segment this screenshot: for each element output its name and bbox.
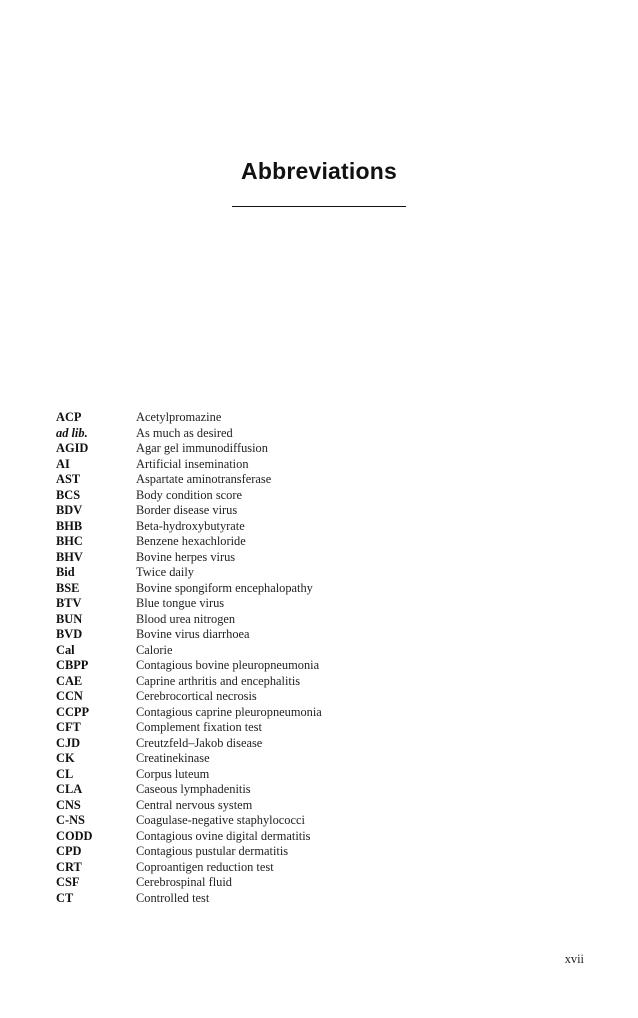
abbreviation-term: BVD	[56, 627, 83, 641]
page-number: xvii	[564, 952, 584, 966]
abbreviation-definition: Coproantigen reduction test	[136, 859, 274, 874]
abbreviation-row	[56, 441, 476, 457]
abbreviation-definition: Bovine herpes virus	[136, 549, 236, 564]
abbreviation-row	[56, 844, 476, 860]
abbreviation-row	[56, 674, 476, 690]
abbreviation-definition: Creutzfeld–Jakob disease	[136, 735, 263, 750]
abbreviation-term: CCN	[56, 689, 83, 703]
abbreviation-row	[56, 612, 476, 628]
abbreviation-term: CT	[56, 890, 74, 905]
abbreviation-definition: Beta-hydroxybutyrate	[136, 518, 245, 533]
abbreviation-definition: Complement fixation test	[136, 720, 262, 734]
abbreviation-term: AGID	[56, 441, 89, 455]
abbreviation-definition: Calorie	[136, 642, 173, 657]
abbreviation-row	[56, 472, 476, 488]
abbreviation-row	[56, 658, 476, 674]
abbreviation-row	[56, 751, 476, 767]
abbreviation-definition: Caprine arthritis and encephalitis	[136, 673, 301, 688]
abbreviation-term: CNS	[56, 797, 81, 812]
abbreviation-definition: Artificial insemination	[136, 456, 249, 471]
abbreviation-row	[56, 550, 476, 566]
abbreviation-definition: Cerebrospinal fluid	[136, 875, 233, 889]
abbreviation-term: CFT	[56, 720, 81, 734]
abbreviation-definition: Border disease virus	[136, 503, 238, 517]
abbreviation-term: CCPP	[56, 704, 90, 719]
abbreviation-row	[56, 488, 476, 504]
abbreviation-term: CPD	[56, 844, 82, 858]
abbreviation-row	[56, 596, 476, 612]
abbreviation-term: CODD	[56, 828, 93, 843]
abbreviation-row	[56, 705, 476, 721]
abbreviation-definition: Agar gel immunodiffusion	[136, 441, 268, 455]
abbreviation-row	[56, 627, 476, 643]
abbreviation-definition: Benzene hexachloride	[136, 534, 246, 548]
abbreviation-row	[56, 860, 476, 876]
abbreviation-definition: Contagious bovine pleuropneumonia	[136, 658, 320, 672]
abbreviation-row	[56, 891, 476, 907]
abbreviation-definition: Bovine virus diarrhoea	[136, 627, 250, 641]
abbreviation-definition: Acetylpromazine	[136, 410, 222, 424]
abbreviation-definition: Bovine spongiform encephalopathy	[136, 580, 313, 595]
title-underline	[232, 206, 406, 207]
abbreviation-definition: Contagious pustular dermatitis	[136, 844, 289, 858]
abbreviation-definition: Twice daily	[136, 565, 194, 579]
abbreviation-term: BTV	[56, 596, 82, 610]
abbreviation-term: CSF	[56, 875, 80, 889]
abbreviation-row	[56, 736, 476, 752]
abbreviation-term: AST	[56, 472, 81, 486]
abbreviation-term: Cal	[56, 642, 75, 657]
abbreviation-term: BDV	[56, 503, 83, 517]
abbreviation-row	[56, 410, 476, 426]
abbreviation-row	[56, 581, 476, 597]
abbreviation-term: C-NS	[56, 813, 85, 827]
abbreviation-term: CBPP	[56, 658, 89, 672]
abbreviation-definition: Caseous lymphadenitis	[136, 782, 251, 796]
abbreviation-definition: Central nervous system	[136, 797, 253, 812]
abbreviation-row	[56, 426, 476, 442]
abbreviation-term: BHC	[56, 534, 83, 548]
abbreviation-row	[56, 643, 476, 659]
abbreviation-term: CAE	[56, 673, 83, 688]
abbreviation-row	[56, 689, 476, 705]
abbreviation-row	[56, 534, 476, 550]
abbreviation-term: CL	[56, 766, 74, 781]
abbreviation-term: ACP	[56, 410, 82, 424]
abbreviation-definition: Coagulase-negative staphylococci	[136, 813, 305, 827]
abbreviation-term: BUN	[56, 611, 83, 626]
abbreviation-term: AI	[56, 456, 70, 471]
abbreviation-row	[56, 782, 476, 798]
abbreviation-term: BSE	[56, 580, 80, 595]
abbreviation-row	[56, 829, 476, 845]
abbreviation-term: BCS	[56, 487, 81, 502]
abbreviation-term: BHB	[56, 518, 83, 533]
abbreviation-definition: Blood urea nitrogen	[136, 611, 236, 626]
abbreviation-term: CRT	[56, 859, 82, 874]
abbreviation-term: ad lib.	[56, 425, 88, 440]
abbreviation-term: CLA	[56, 782, 83, 796]
abbreviation-definition: Cerebrocortical necrosis	[136, 689, 257, 703]
abbreviation-list	[56, 410, 476, 906]
abbreviation-term: CJD	[56, 735, 81, 750]
abbreviation-row	[56, 813, 476, 829]
abbreviation-row	[56, 457, 476, 473]
abbreviation-row	[56, 767, 476, 783]
abbreviation-row	[56, 798, 476, 814]
abbreviation-row	[56, 720, 476, 736]
page-title: Abbreviations	[241, 158, 397, 185]
abbreviation-definition: Blue tongue virus	[136, 596, 225, 610]
abbreviation-row	[56, 503, 476, 519]
abbreviation-term: BHV	[56, 549, 83, 564]
abbreviation-definition: Aspartate aminotransferase	[136, 472, 272, 486]
abbreviation-definition: Controlled test	[136, 890, 210, 905]
abbreviation-definition: As much as desired	[136, 425, 233, 440]
abbreviation-row	[56, 519, 476, 535]
abbreviation-definition: Contagious caprine pleuropneumonia	[136, 704, 322, 719]
abbreviation-definition: Corpus luteum	[136, 766, 210, 781]
abbreviation-row	[56, 875, 476, 891]
abbreviation-term: CK	[56, 751, 75, 765]
abbreviation-row	[56, 565, 476, 581]
abbreviation-definition: Contagious ovine digital dermatitis	[136, 828, 311, 843]
abbreviation-definition: Body condition score	[136, 487, 242, 502]
abbreviation-term: Bid	[56, 565, 75, 579]
abbreviation-definition: Creatinekinase	[136, 751, 210, 765]
